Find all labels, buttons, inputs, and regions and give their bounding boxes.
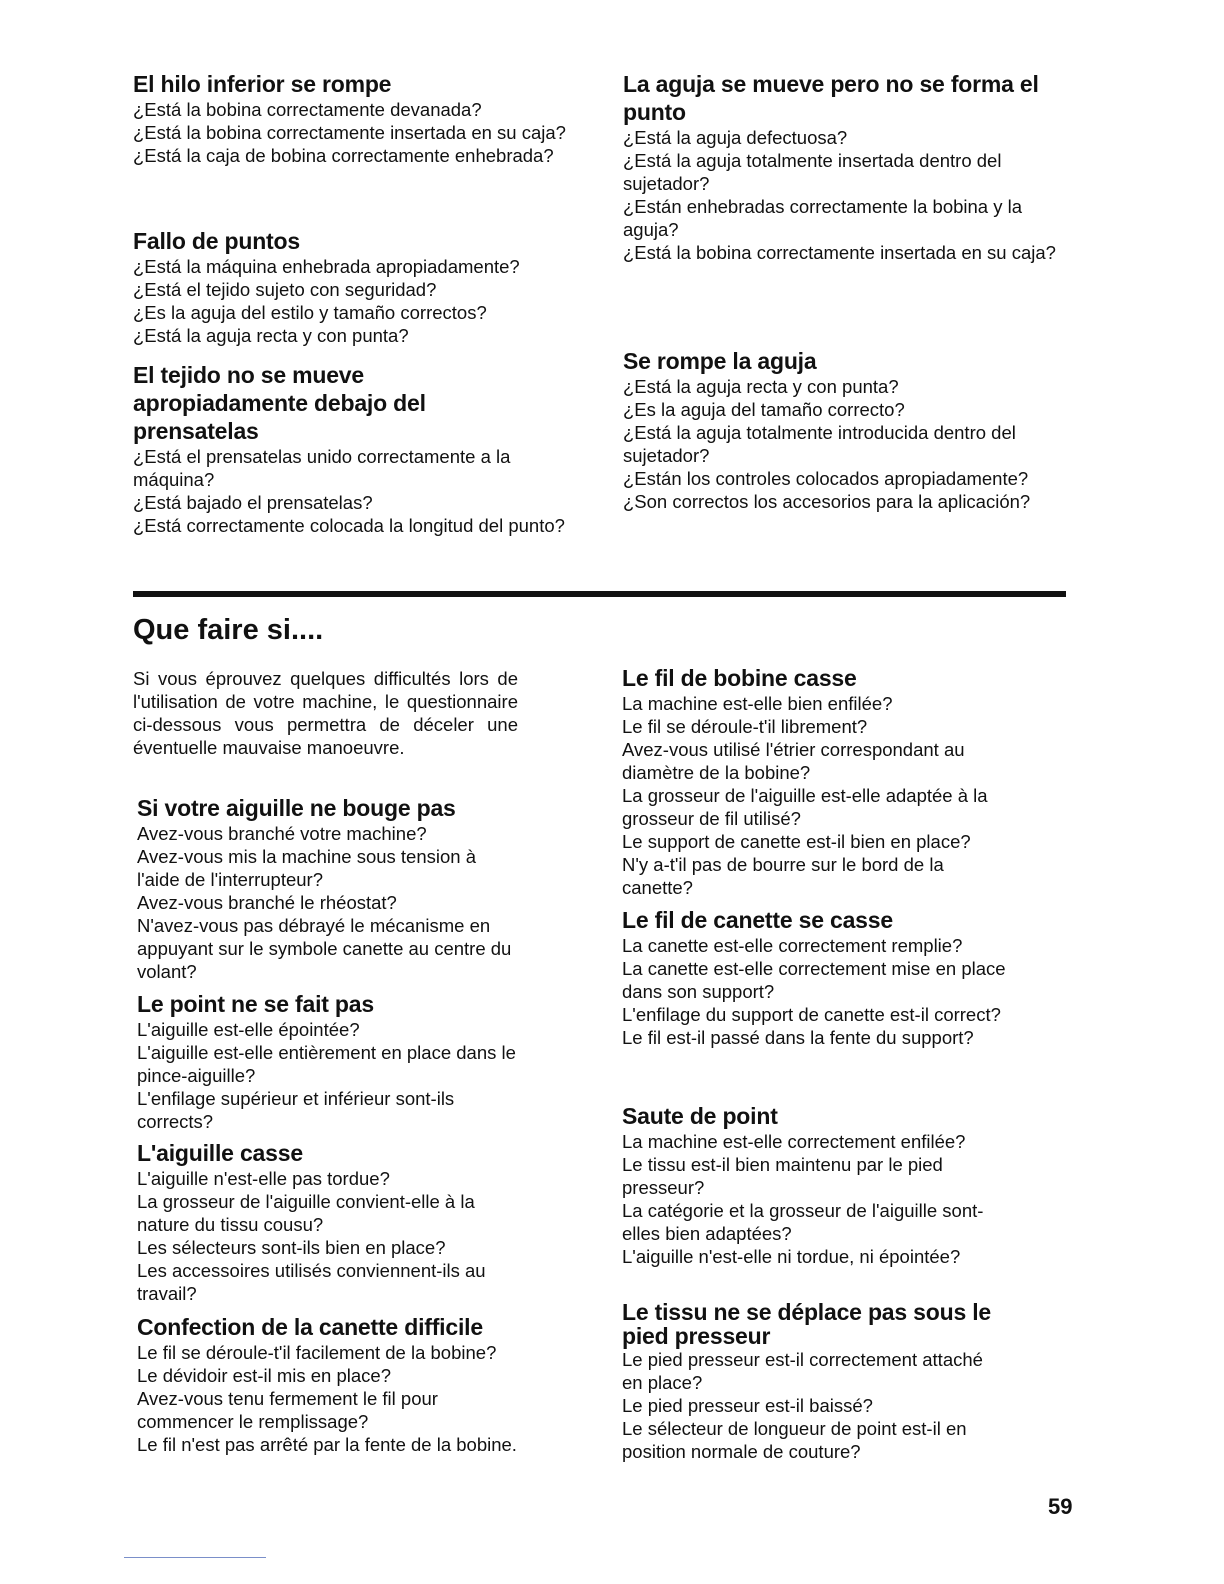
page-number: 59 <box>1048 1494 1073 1519</box>
fr-aiguille-casse-questions: L'aiguille n'est-elle pas tordue? La grosseur de l'aiguille convient-elle à la nature du tissu cousu? Les sélecteurs sont-ils bien en place? Les accessoires utilisés conviennent-ils au travail? <box>137 1168 486 1304</box>
fr-point-fait-section <box>137 990 522 1133</box>
fr-saute-section <box>622 1102 1007 1268</box>
fr-aiguille-bouge-section <box>137 794 522 983</box>
fr-fil-bobine-questions: La machine est-elle bien enfilée? Le fil se déroule-t'il librement? Avez-vous utilisé l'étrier correspondant au diamètre de la bobine? La grosseur de l'aiguille est-elle adaptée à la grosseur de fil utilisé? Le support de canette est-il bien en place? N'y a-t'il pas de bourre sur le bord de la canette? <box>622 693 988 898</box>
es-rompe-aguja-heading: Se rompe la aguja <box>623 348 817 374</box>
es-hilo-inferior-heading: El hilo inferior se rompe <box>133 71 392 97</box>
es-hilo-inferior-questions: ¿Está la bobina correctamente devanada? ¿Está la bobina correctamente insertada en su caja? ¿Está la caja de bobina correctamente enhebrada? <box>133 99 566 166</box>
es-hilo-inferior-section <box>133 70 573 167</box>
es-tejido-section <box>133 361 573 537</box>
fr-confection-questions: Le fil se déroule-t'il facilement de la bobine? Le dévidoir est-il mis en place? Avez-vous tenu fermement le fil pour commencer le remplissage? Le fil n'est pas arrêté par la fente de la bobine. <box>137 1342 517 1455</box>
fr-aiguille-bouge-heading: Si votre aiguille ne bouge pas <box>137 795 456 821</box>
es-rompe-aguja-questions: ¿Está la aguja recta y con punta? ¿Es la aguja del tamaño correcto? ¿Está la aguja totalmente introducida dentro del sujetador? ¿Están los controles colocados apropiadamente? ¿Son correctos los accesorios para la aplicación? <box>623 376 1031 512</box>
fr-fil-bobine-section <box>622 664 1007 899</box>
es-rompe-aguja-section <box>623 347 1063 513</box>
fr-confection-section <box>137 1313 522 1456</box>
fr-fil-bobine-heading: Le fil de bobine casse <box>622 665 857 691</box>
fr-tissu-questions: Le pied presseur est-il correctement attaché en place? Le pied presseur est-il baissé? Le sélecteur de longueur de point est-il en position normale de couture? <box>622 1349 983 1462</box>
fr-tissu-heading: Le tissu ne se déplace pas sous le pied presseur <box>622 1299 992 1349</box>
es-fallo-puntos-questions: ¿Está la máquina enhebrada apropiadamente? ¿Está el tejido sujeto con seguridad? ¿Es la aguja del estilo y tamaño correctos? ¿Está la aguja recta y con punta? <box>133 256 520 346</box>
es-aguja-mueve-questions: ¿Está la aguja defectuosa? ¿Está la aguja totalmente insertada dentro del sujetador? ¿Están enhebradas correctamente la bobina y la aguja? ¿Está la bobina correctamente insertada en su caja? <box>623 127 1056 263</box>
es-fallo-puntos-heading: Fallo de puntos <box>133 228 300 254</box>
fr-aiguille-bouge-questions: Avez-vous branché votre machine? Avez-vous mis la machine sous tension à l'aide de l'interrupteur? Avez-vous branché le rhéostat? N'avez-vous pas débrayé le mécanisme en appuyant sur le symbole canette au centre du volant? <box>137 823 512 982</box>
fr-aiguille-casse-heading: L'aiguille casse <box>137 1140 303 1166</box>
fr-saute-questions: La machine est-elle correctement enfilée? Le tissu est-il bien maintenu par le pied presseur? La catégorie et la grosseur de l'aiguille sont-elles bien adaptées? L'aiguille n'est-elle ni tordue, ni épointée? <box>622 1131 984 1267</box>
fr-saute-heading: Saute de point <box>622 1103 778 1129</box>
fr-fil-canette-heading: Le fil de canette se casse <box>622 907 893 933</box>
fr-aiguille-casse-section <box>137 1139 522 1305</box>
es-tejido-questions: ¿Está el prensatelas unido correctamente a la máquina? ¿Está bajado el prensatelas? ¿Está correctamente colocada la longitud del punto? <box>133 446 565 536</box>
es-aguja-mueve-section <box>623 70 1063 264</box>
fr-point-fait-questions: L'aiguille est-elle épointée? L'aiguille est-elle entièrement en place dans le pince-aiguille? L'enfilage supérieur et inférieur sont-ils corrects? <box>137 1019 516 1132</box>
section-divider <box>133 591 1066 597</box>
scan-edge-line <box>124 1557 266 1558</box>
es-tejido-heading: El tejido no se mueve apropiadamente debajo del prensatelas <box>133 362 426 444</box>
es-aguja-mueve-heading: La aguja se mueve pero no se forma el punto <box>623 71 1039 125</box>
fr-tissu-section <box>622 1300 1007 1463</box>
fr-intro-text: Si vous éprouvez quelques difficultés lors de l'utilisation de votre machine, le questionnaire ci-dessous vous permettra de déceler une éventuelle mauvaise manoeuvre. <box>133 668 518 758</box>
fr-point-fait-heading: Le point ne se fait pas <box>137 991 374 1017</box>
fr-page-title: Que faire si.... <box>133 614 324 646</box>
es-fallo-puntos-section <box>133 227 573 347</box>
fr-confection-heading: Confection de la canette difficile <box>137 1314 483 1340</box>
fr-fil-canette-questions: La canette est-elle correctement remplie? La canette est-elle correctement mise en place dans son support? L'enfilage du support de canette est-il correct? Le fil est-il passé dans la fente du support? <box>622 935 1006 1048</box>
fr-fil-canette-section <box>622 906 1007 1049</box>
